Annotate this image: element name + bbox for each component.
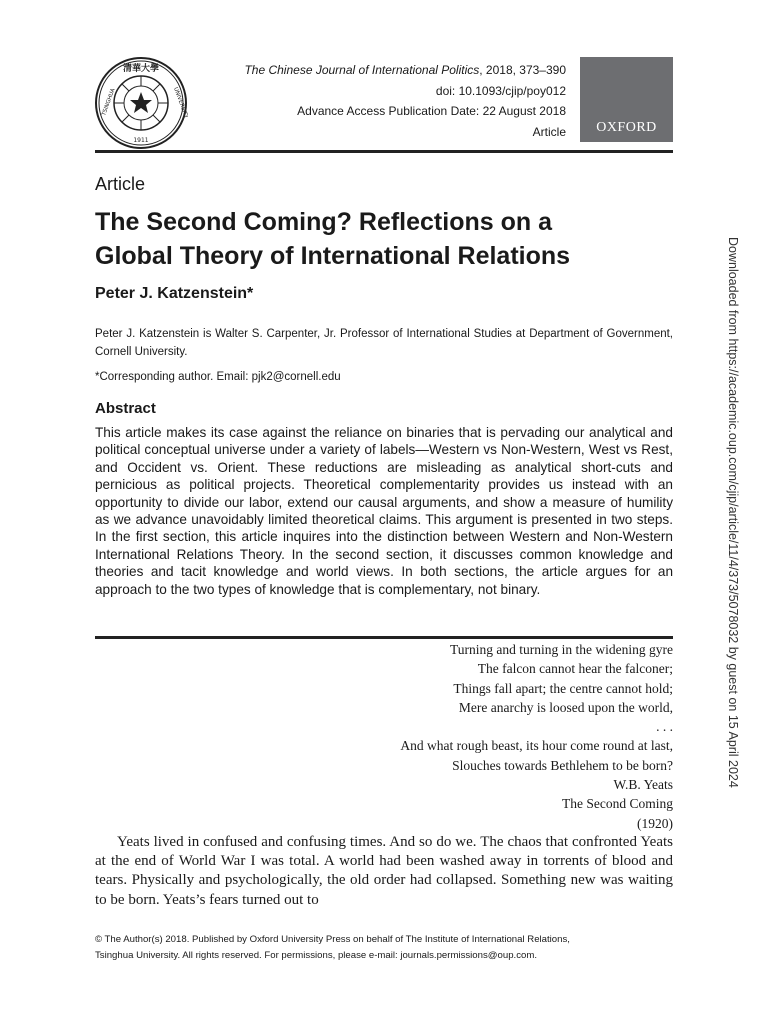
oxford-logo <box>580 57 673 142</box>
publication-date: Advance Access Publication Date: 22 August 2018 <box>297 104 566 118</box>
epigraph <box>253 640 673 833</box>
abstract-divider <box>95 636 673 639</box>
title-line-2: Global Theory of International Relations <box>95 242 571 270</box>
copyright-line-2: Tsinghua University. All rights reserved. For permissions, please e-mail: journals.permissions@oup.com. <box>95 949 537 961</box>
abstract-heading: Abstract <box>95 400 156 417</box>
article-title <box>95 205 695 273</box>
epigraph-line: And what rough beast, its hour come round at last, <box>400 738 673 754</box>
seal-bottom-text: 1911 <box>133 137 149 144</box>
correspondence-note: *Corresponding author. Email: pjk2@cornell.edu <box>95 371 341 383</box>
copyright-line-1: © The Author(s) 2018. Published by Oxford University Press on behalf of The Institute of International Relations, <box>95 934 570 945</box>
download-watermark: Downloaded from https://academic.oup.com/cjip/article/11/4/373/5078032 by guest on 15 April 2024 <box>726 237 740 788</box>
seal-left-text: TSINGHUA <box>101 87 117 117</box>
author-name: Peter J. Katzenstein* <box>95 285 254 302</box>
abstract-text: This article makes its case against the reliance on binaries that is pervading our analytical and political conceptual universe under a variety of labels—Western vs Non-Western, West vs Rest, and Occident vs. Orient. These reductions are misleading as analytical short-cuts and pernicious as political projects. Theoretical complementarity provides us instead with an opportunity to divide our labor, extend our causal arguments, and show a measure of humility as we advance unavoidably limited theoretical claims. This argument is presented in two steps. In the first section, this article inquires into the distinction between Western and Non-Western International Relations Theory. In the second section, it discusses common knowledge and theories and tacit knowledge and world views. In both sections, the article argues for an approach to the two types of knowledge that is complementary, not binary. <box>95 425 673 597</box>
author-affiliation: Peter J. Katzenstein is Walter S. Carpenter, Jr. Professor of International Studies at Department of Government, Cornell University. <box>95 328 673 358</box>
oxford-logo-text: OXFORD <box>596 120 657 135</box>
epigraph-work: The Second Coming <box>562 796 673 812</box>
epigraph-line: Mere anarchy is loosed upon the world, <box>458 699 673 715</box>
header-divider <box>95 150 673 153</box>
journal-name: The Chinese Journal of International Politics <box>244 63 480 77</box>
journal-citation: , 2018, 373–390 <box>479 63 566 77</box>
epigraph-line: Things fall apart; the centre cannot hold; <box>453 680 673 696</box>
epigraph-line: Slouches towards Bethlehem to be born? <box>452 757 673 773</box>
epigraph-line: Turning and turning in the widening gyre <box>450 642 673 657</box>
doi[interactable]: doi: 10.1093/cjip/poy012 <box>435 83 566 98</box>
copyright-footnote <box>95 932 673 963</box>
body-paragraph: Yeats lived in confused and confusing times. And so do we. The chaos that confronted Yeats at the end of World War I was total. A world had been washed away in torrents of blood and tears. Physically and psychologically, the old order had collapsed. Something new was waiting to be born. Yeats’s fears turned out to <box>95 834 673 908</box>
seal-right-text: UNIVERSITY <box>172 86 188 120</box>
article-kicker: Article <box>95 174 146 194</box>
seal-top-text: 清華大學 <box>122 64 160 74</box>
title-line-1: The Second Coming? Reflections on a <box>95 208 552 236</box>
epigraph-author: W.B. Yeats <box>613 777 673 793</box>
journal-meta <box>166 60 566 142</box>
epigraph-line: The falcon cannot hear the falconer; <box>477 661 673 677</box>
article-type: Article <box>532 124 566 139</box>
epigraph-year: (1920) <box>637 815 673 831</box>
epigraph-ellipsis: . . . <box>656 719 673 735</box>
journal-citation-line <box>166 60 566 81</box>
